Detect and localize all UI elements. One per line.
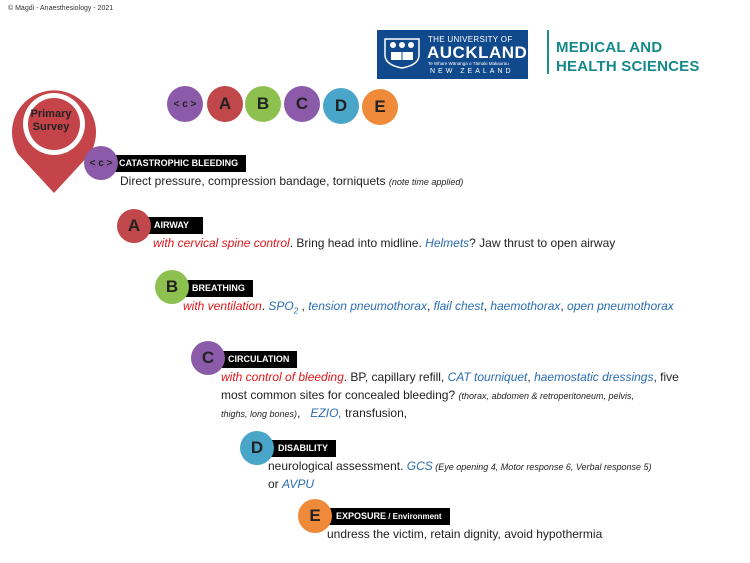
logo-maori: Te Whare Wānanga o Tāmaki Makaurau xyxy=(428,61,509,66)
circulation-red: with control of bleeding xyxy=(221,370,344,384)
circulation-b2: haemostatic dressings xyxy=(534,370,654,384)
breathing-t1: . xyxy=(261,299,269,313)
catastrophic-desc: Direct pressure, compression bandage, torniquets xyxy=(120,174,386,188)
breathing-t2: , xyxy=(298,299,309,313)
disability-note: (Eye opening 4, Motor response 6, Verbal response 5) xyxy=(432,462,652,472)
sequence-a-circle: A xyxy=(207,86,243,122)
disability-avpu: AVPU xyxy=(282,477,315,491)
exposure-circle: E xyxy=(298,499,332,533)
breathing-spo: SPO xyxy=(268,299,294,313)
breathing-b1: tension pneumothorax xyxy=(308,299,427,313)
pin-line2: Survey xyxy=(32,121,70,133)
breathing-red: with ventilation xyxy=(183,299,262,313)
circulation-b1: CAT tourniquet xyxy=(447,370,528,384)
disability-line1 xyxy=(268,458,652,476)
logo-divider xyxy=(547,30,549,74)
logo-the: THE UNIVERSITY OF xyxy=(428,35,513,44)
faculty-line1: MEDICAL AND xyxy=(556,39,663,56)
airway-t2: ? Jaw thrust to open airway xyxy=(469,236,616,250)
sequence-e-circle: E xyxy=(362,89,398,125)
catastrophic-circle: < c > xyxy=(84,146,118,180)
breathing-t5: , xyxy=(560,299,568,313)
circulation-note1: (thorax, abdomen & retroperitoneum, pelvis, xyxy=(458,391,635,401)
disability-title: DISABILITY xyxy=(262,440,336,457)
disability-t1: neurological assessment. xyxy=(268,459,407,473)
pin-line1: Primary xyxy=(30,108,72,120)
breathing-b4: open pneumothorax xyxy=(567,299,674,313)
exposure-text: undress the victim, retain dignity, avoid hypothermia xyxy=(327,527,603,541)
university-logo xyxy=(377,30,528,79)
disability-t2: or xyxy=(268,477,283,491)
primary-survey-label xyxy=(14,108,88,134)
sequence-d-circle: D xyxy=(323,88,359,124)
crest-icon xyxy=(383,37,421,69)
disability-line2 xyxy=(268,476,314,493)
circulation-ezio: EZIO, xyxy=(310,406,342,420)
airway-circle: A xyxy=(117,209,151,243)
airway-text xyxy=(153,235,615,252)
airway-title: AIRWAY xyxy=(138,217,203,234)
circulation-line2 xyxy=(221,387,634,405)
circulation-line3 xyxy=(221,405,407,423)
faculty-name xyxy=(556,38,700,76)
circulation-t5: transfusion, xyxy=(341,406,408,420)
logo-country: NEW ZEALAND xyxy=(430,68,514,75)
sequence-c-circle: < c > xyxy=(167,86,203,122)
catastrophic-title: CATASTROPHIC BLEEDING xyxy=(103,155,246,172)
sequence-c2-circle: C xyxy=(284,86,320,122)
breathing-text xyxy=(183,298,674,319)
breathing-t4: , xyxy=(483,299,491,313)
circulation-circle: C xyxy=(191,341,225,375)
breathing-b2: flail chest xyxy=(433,299,484,313)
sequence-b-circle: B xyxy=(245,86,281,122)
airway-helmets: Helmets xyxy=(425,236,470,250)
exposure-title-suffix: / Environment xyxy=(386,512,442,521)
disability-circle: D xyxy=(240,431,274,465)
circulation-note2: thighs, long bones) xyxy=(221,409,298,419)
circulation-t4: , xyxy=(297,406,311,420)
circulation-t3: , five xyxy=(653,370,679,384)
catastrophic-text xyxy=(120,173,463,191)
logo-name: AUCKLAND xyxy=(427,43,528,62)
disability-gcs: GCS xyxy=(406,459,433,473)
copyright-text: © Magdi - Anaesthesiology - 2021 xyxy=(8,5,114,12)
breathing-t3: , xyxy=(426,299,434,313)
airway-red: with cervical spine control xyxy=(153,236,290,250)
circulation-t1: . BP, capillary refill, xyxy=(343,370,448,384)
exposure-title xyxy=(320,508,450,525)
map-pin-icon xyxy=(5,80,103,194)
breathing-circle: B xyxy=(155,270,189,304)
airway-t1: . Bring head into midline. xyxy=(289,236,426,250)
circulation-line2-text: most common sites for concealed bleeding? xyxy=(221,388,459,402)
circulation-t2: , xyxy=(527,370,535,384)
breathing-sub: 2 xyxy=(293,306,299,316)
breathing-b3: haemothorax xyxy=(490,299,561,313)
catastrophic-note: (note time applied) xyxy=(388,177,464,187)
circulation-title: CIRCULATION xyxy=(212,351,297,368)
circulation-line1 xyxy=(221,369,679,386)
faculty-line2: HEALTH SCIENCES xyxy=(556,58,700,75)
breathing-title: BREATHING xyxy=(176,280,253,297)
exposure-title-main: EXPOSURE xyxy=(336,511,387,521)
